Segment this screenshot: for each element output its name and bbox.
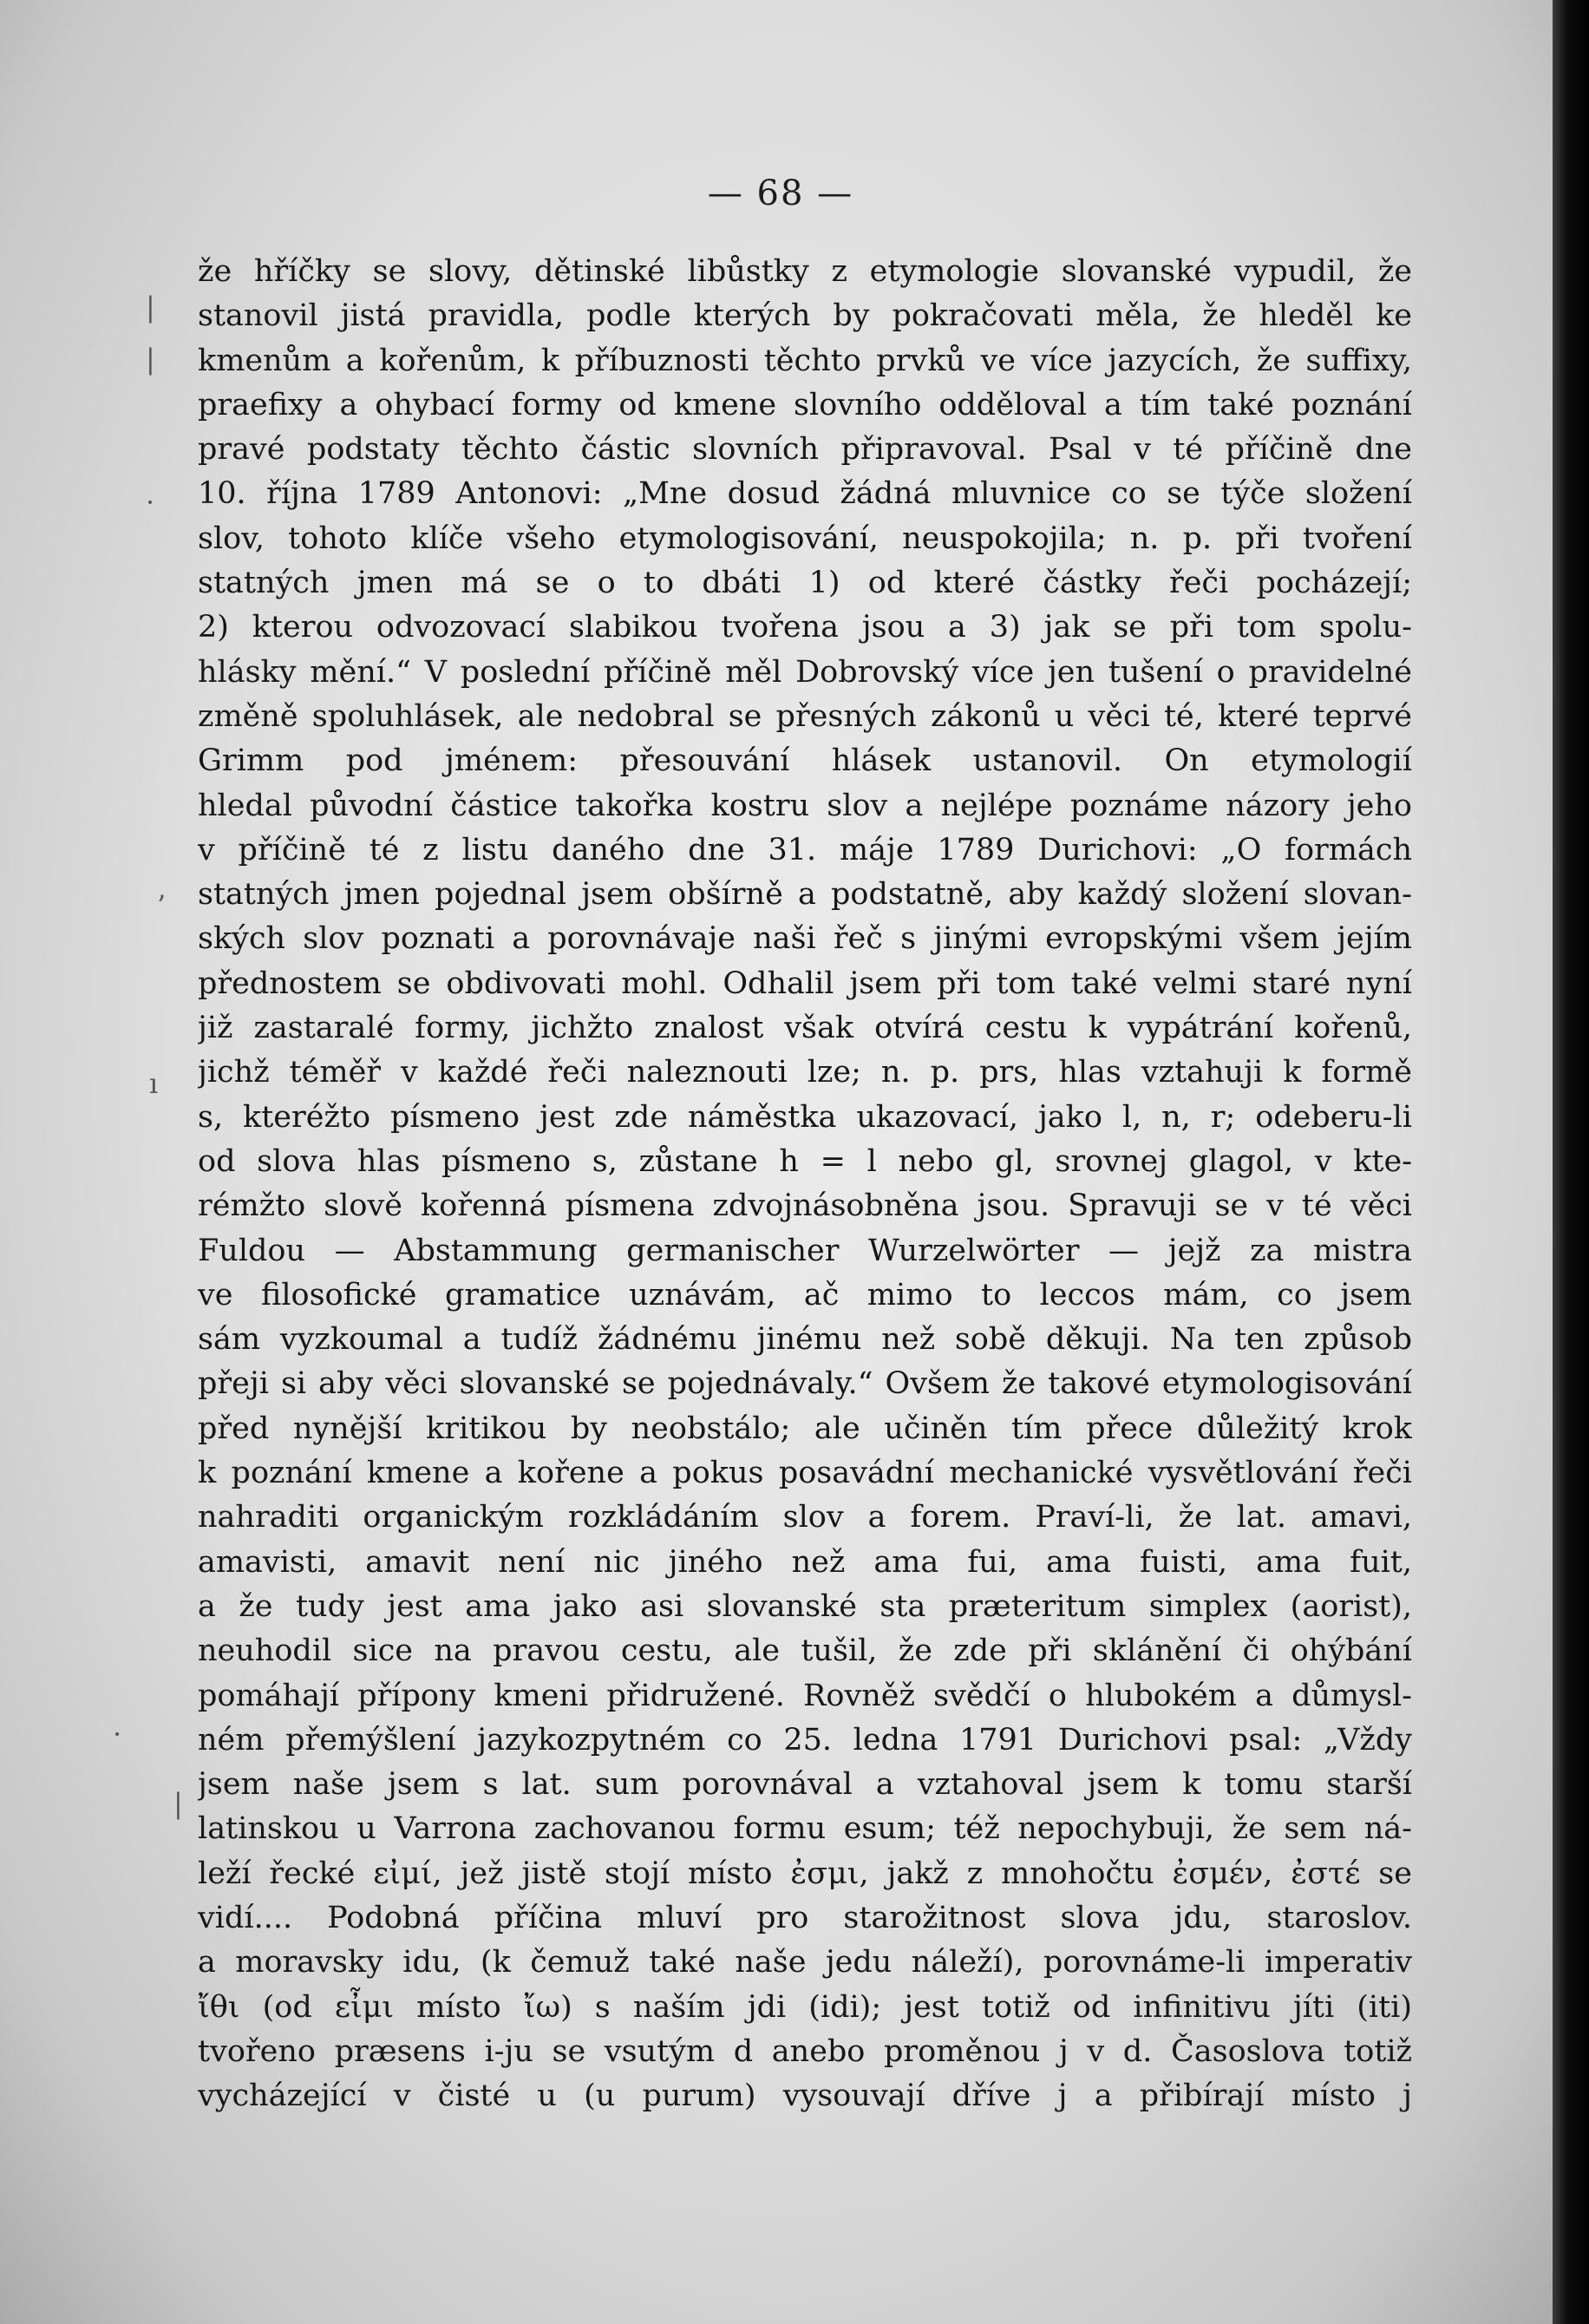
text-line: tvořeno præsens i-ju se vsutým d anebo proměnou j v d. Časoslova totiž [198,2033,1412,2069]
text-line: pravé podstaty těchto částic slovních připravoval. Psal v té příčině dne [198,432,1412,468]
text-line: pomáhají přípony kmeni přidružené. Rovněž svědčí o hlubokém a důmysl- [198,1678,1412,1713]
text-line: ἴθι (od εἶμι místo ἴω) s naším jdi (idi); jest totiž od infinitivu jíti (iti) [198,1989,1412,2025]
text-line: ném přemýšlení jazykozpytném co 25. ledna 1791 Durichovi psal: „Vždy [198,1722,1412,1758]
text-line: hledal původní částice takořka kostru slov a nejlépe poznáme názory jeho [198,788,1412,823]
text-line: ských slov poznati a porovnávaje naši řeč s jinými evropskými všem jejím [198,921,1412,957]
margin-mark: | [146,291,155,324]
body-text [198,250,1412,2118]
text-line: nahraditi organickým rozkládáním slov a forem. Praví-li, že lat. amavi, [198,1500,1412,1535]
text-line: amavisti, amavit není nic jiného než ama fui, ama fuisti, ama fuit, [198,1544,1412,1580]
page-number: — 68 — [707,173,854,213]
margin-mark: · [146,486,155,519]
text-line: slov, tohoto klíče všeho etymologisování, neuspokojila; n. p. při tvoření [198,520,1412,556]
text-line: k poznání kmene a kořene a pokus posavádní mechanické vysvětlování řeči [198,1456,1412,1491]
text-line: jsem naše jsem s lat. sum porovnával a vztahoval jsem k tomu starší [198,1767,1412,1803]
text-line: 2) kterou odvozovací slabikou tvořena jsou a 3) jak se při tom spolu- [198,610,1412,645]
text-line: latinskou u Varrona zachovanou formu esum; též nepochybuji, že sem ná- [198,1811,1412,1847]
text-line: praefixy a ohybací formy od kmene slovního odděloval a tím také poznání [198,387,1412,422]
text-line: Fuldou — Abstammung germanischer Wurzelwörter — jejž za mistra [198,1233,1412,1268]
text-line: sám vyzkoumal a tudíž žádnému jinému než sobě děkuji. Na ten způsob [198,1322,1412,1358]
margin-mark: · [113,1718,122,1751]
text-line: že hříčky se slovy, dětinské libůstky z etymologie slovanské vypudil, že [198,254,1412,289]
text-line: leží řecké εἰμί, jež jistě stojí místo ἐσμι, jakž z mnohočtu ἐσμέν, ἐστέ se [198,1856,1412,1891]
text-line: vidí.... Podobná příčina mluví pro starožitnost slova jdu, staroslov. [198,1900,1412,1935]
text-line: Grimm pod jménem: přesouvání hlásek ustanovil. On etymologií [198,743,1412,779]
text-line: v příčině té z listu daného dne 31. máje 1789 Durichovi: „O formách [198,832,1412,867]
text-line: statných jmen pojednal jsem obšírně a podstatně, aby každý složení slovan- [198,877,1412,913]
text-line: před nynější kritikou by neobstálo; ale učiněn tím přece důležitý krok [198,1411,1412,1446]
text-line: jichž téměř v každé řeči naleznouti lze; n. p. prs, hlas vztahuji k formě [198,1055,1412,1090]
margin-mark: | [146,343,155,376]
text-line: stanovil jistá pravidla, podle kterých by pokračovati měla, že hleděl ke [198,298,1412,334]
text-line: již zastaralé formy, jichžto znalost však otvírá cestu k vypátrání kořenů, [198,1011,1412,1046]
text-line: hlásky mění.“ V poslední příčině měl Dobrovský více jen tušení o pravidelné [198,654,1412,690]
text-line: neuhodil sice na pravou cestu, ale tušil, že zde při sklánění či ohýbání [198,1633,1412,1669]
margin-mark: ʼ [156,889,166,922]
text-line: kmenům a kořenům, k příbuznosti těchto prvků ve více jazycích, že suffixy, [198,343,1412,378]
text-line: a moravsky idu, (k čemuž také naše jedu náleží), porovnáme-li imperativ [198,1945,1412,1980]
text-line: od slova hlas písmeno s, zůstane h = l nebo gl, srovnej glagol, v kte- [198,1143,1412,1179]
text-line: s, kteréžto písmeno jest zde náměstka ukazovací, jako l, n, r; odeberu-li [198,1099,1412,1135]
text-line: přeji si aby věci slovanské se pojednávaly.“ Ovšem že takové etymologisování [198,1366,1412,1402]
text-line: změně spoluhlásek, ale nedobral se přesných zákonů u věci té, které teprvé [198,698,1412,734]
text-line: přednostem se obdivovati mohl. Odhalil jsem při tom také velmi staré nyní [198,966,1412,1001]
page-edge-shadow [1553,0,1589,2324]
margin-mark: | [173,1787,183,1820]
text-line: vycházející v čisté u (u purum) vysouvají dříve j a přibírají místo j [198,2079,1412,2114]
text-line: a že tudy jest ama jako asi slovanské sta præteritum simplex (aorist), [198,1588,1412,1624]
text-line: rémžto slově kořenná písmena zdvojnásobněna jsou. Spravuji se v té věci [198,1188,1412,1224]
text-line: 10. října 1789 Antonovi: „Mne dosud žádná mluvnice co se týče složení [198,476,1412,512]
margin-mark: ı [149,1067,159,1100]
text-line: statných jmen má se o to dbáti 1) od které částky řeči pocházejí; [198,566,1412,601]
text-line: ve filosofické gramatice uznávám, ač mimo to leccos mám, co jsem [198,1277,1412,1313]
